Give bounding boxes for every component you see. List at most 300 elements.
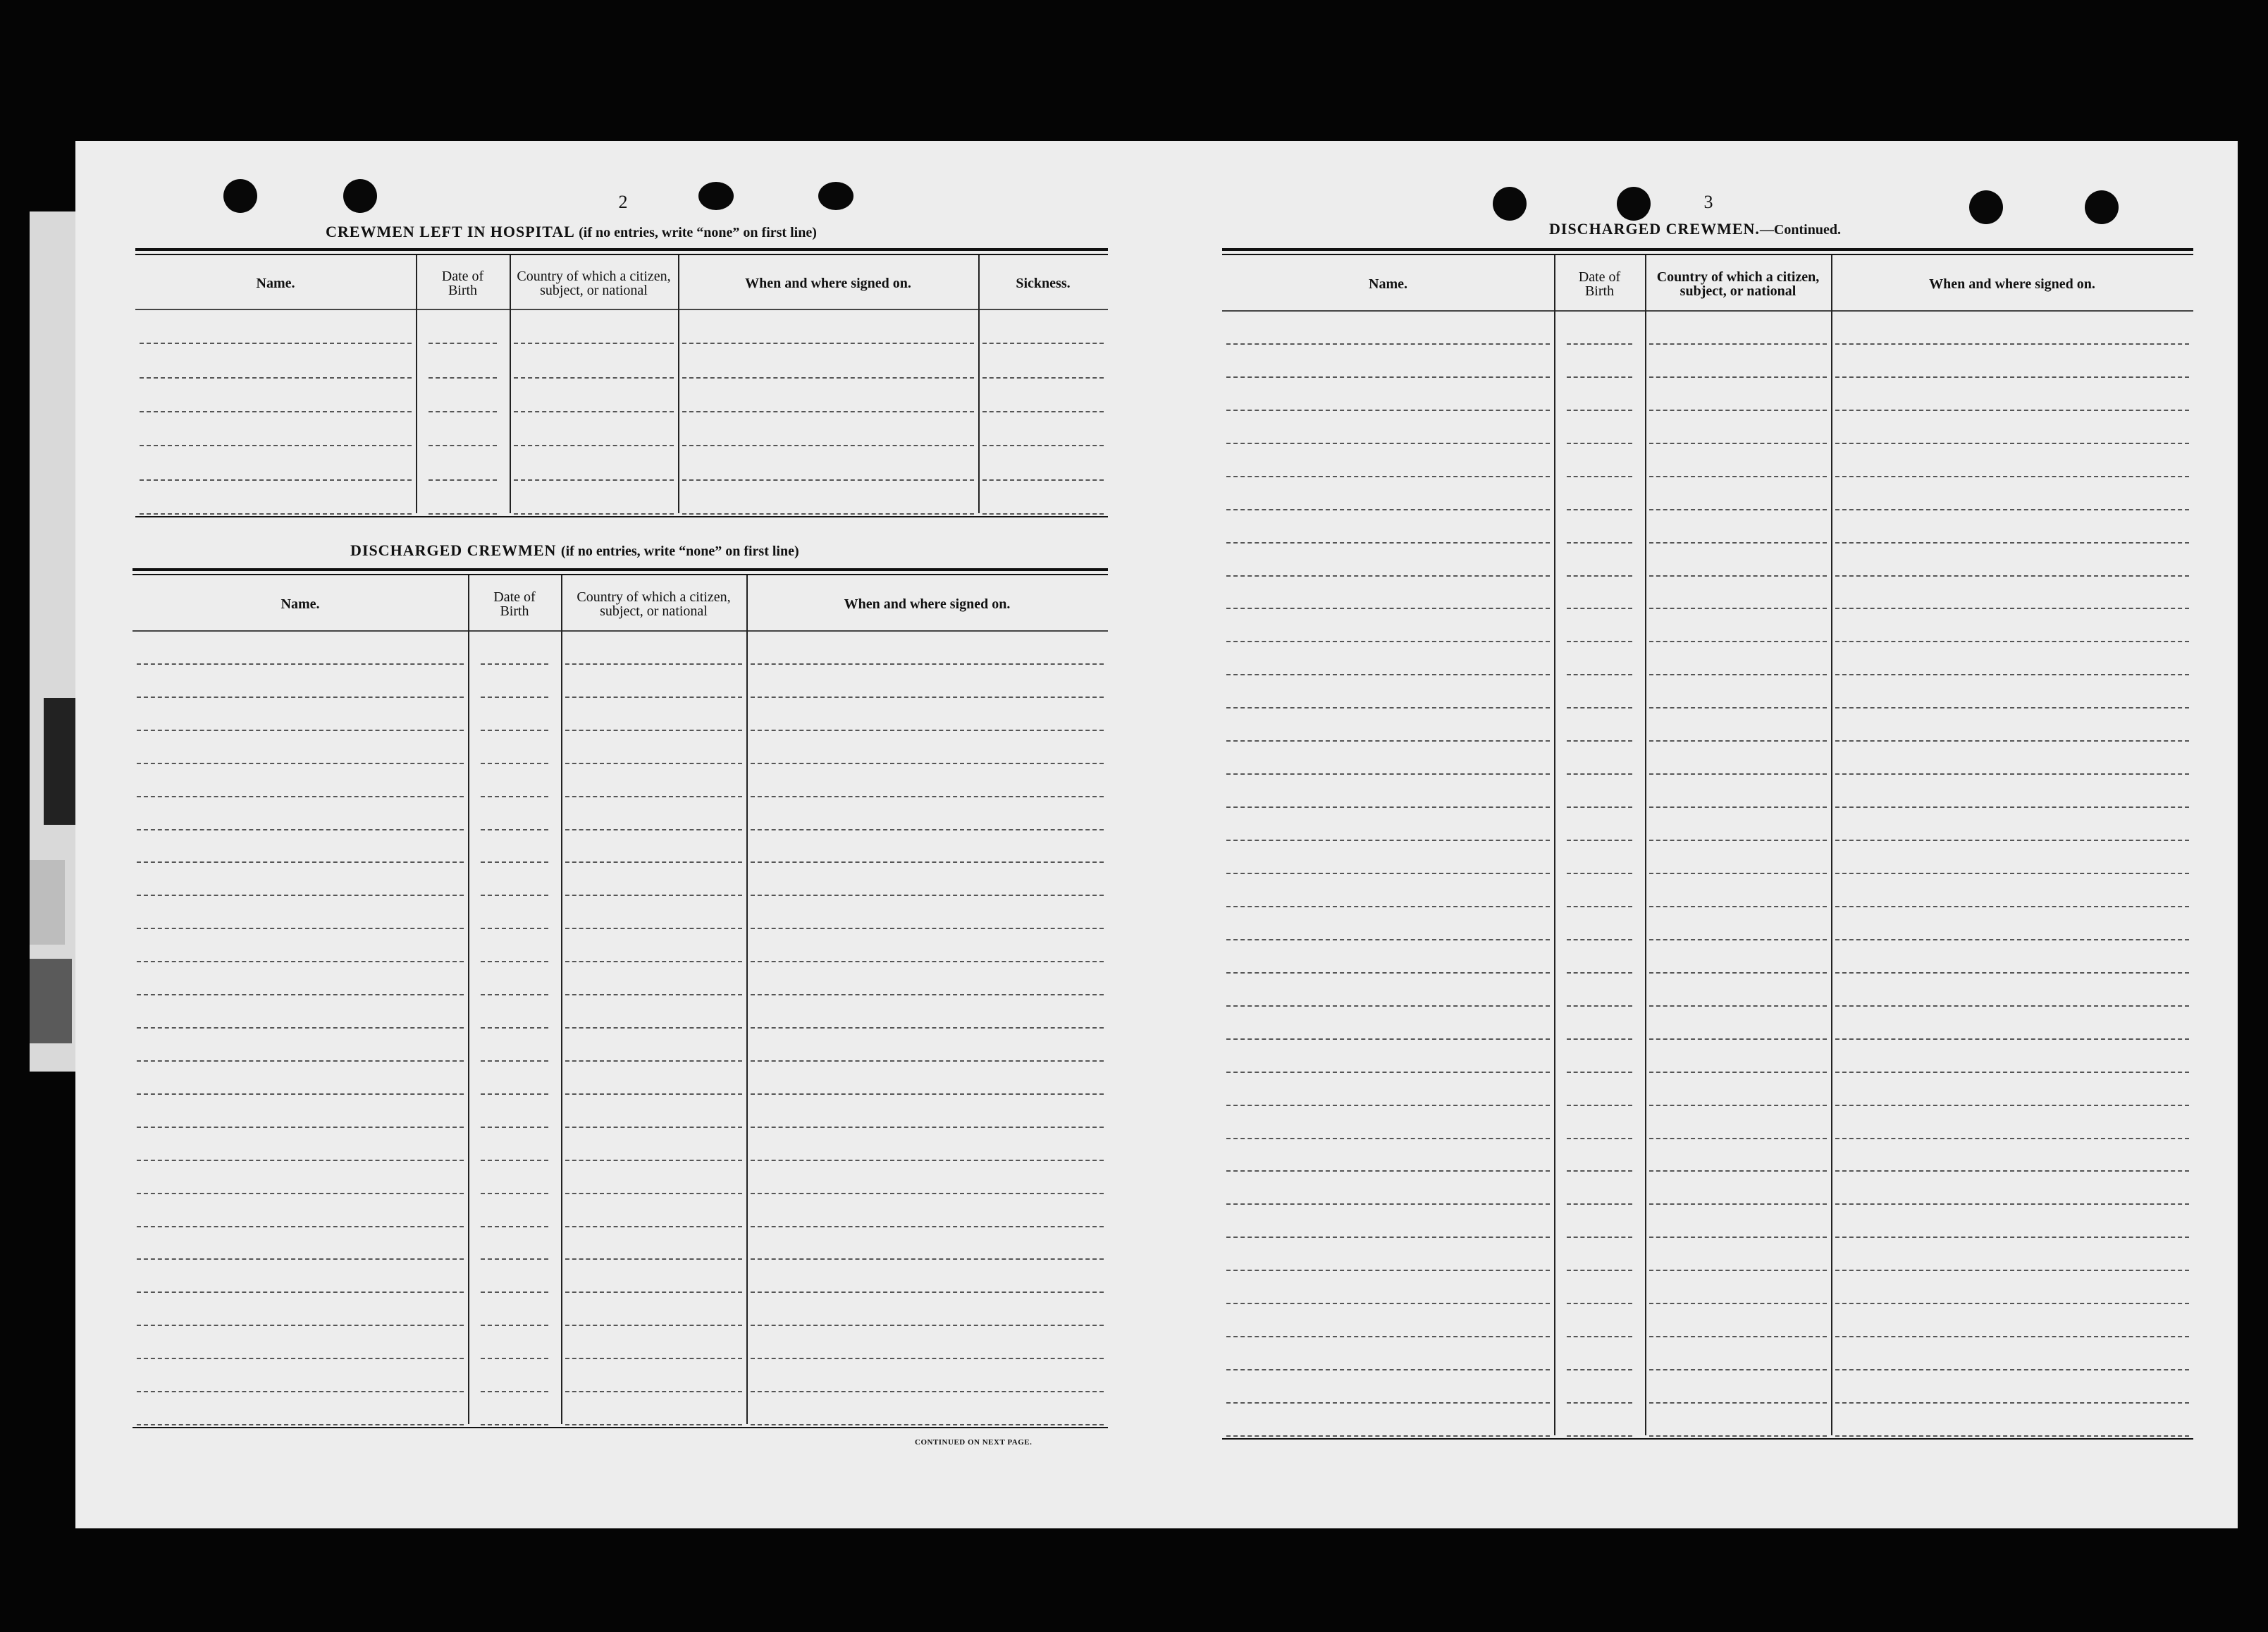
entry-line	[137, 1027, 464, 1029]
entry-line	[751, 994, 1104, 995]
entry-line	[1567, 509, 1632, 510]
entry-line	[1835, 1369, 2189, 1370]
entry-line	[1567, 840, 1632, 841]
entry-line	[137, 697, 464, 698]
entry-line	[1835, 1038, 2189, 1040]
column-header: Name.	[1369, 276, 1407, 292]
entry-line	[481, 1060, 548, 1062]
entry-line	[1226, 1369, 1550, 1370]
entry-line	[429, 377, 497, 379]
entry-line	[1649, 674, 1827, 675]
entry-line	[565, 697, 742, 698]
entry-line	[1835, 1336, 2189, 1337]
entry-line	[1649, 1138, 1827, 1139]
entry-line	[751, 1424, 1104, 1425]
punch-hole	[223, 179, 257, 213]
entry-line	[514, 479, 674, 481]
continued-section-title	[1549, 220, 1841, 238]
entry-line	[1226, 674, 1550, 675]
entry-line	[481, 961, 548, 962]
entry-line	[481, 994, 548, 995]
entry-line	[1835, 1435, 2189, 1437]
entry-line	[1567, 1203, 1632, 1205]
entry-line	[1649, 1402, 1827, 1404]
entry-line	[565, 928, 742, 929]
entry-line	[1226, 707, 1550, 708]
entry-line	[137, 1358, 464, 1359]
entry-line	[1226, 906, 1550, 907]
entry-line	[1649, 641, 1827, 642]
entry-line	[1567, 740, 1632, 742]
entry-line	[565, 1424, 742, 1425]
entry-line	[982, 343, 1104, 344]
entry-line	[481, 895, 548, 896]
discharged-title: DISCHARGED CREWMEN	[350, 541, 557, 559]
entry-line	[1226, 1038, 1550, 1040]
entry-line	[1567, 906, 1632, 907]
column-divider	[1831, 255, 1832, 1435]
column-header: Date of Birth	[1578, 269, 1621, 299]
column-divider	[1645, 255, 1646, 1435]
entry-line	[481, 1027, 548, 1029]
entry-line	[1649, 873, 1827, 874]
entry-line	[1835, 1303, 2189, 1304]
entry-line	[751, 1027, 1104, 1029]
entry-line	[429, 411, 497, 412]
entry-line	[1835, 1105, 2189, 1106]
entry-line	[137, 1292, 464, 1293]
entry-line	[565, 1127, 742, 1128]
entry-line	[1226, 1138, 1550, 1139]
punch-hole	[1493, 187, 1527, 221]
entry-line	[751, 1292, 1104, 1293]
entry-line	[481, 1358, 548, 1359]
entry-line	[1649, 1038, 1827, 1040]
entry-line	[751, 895, 1104, 896]
hospital-instruction: (if no entries, write “none” on first line)	[579, 225, 817, 240]
table-top-rule	[1222, 248, 2193, 251]
entry-line	[751, 763, 1104, 764]
entry-line	[1567, 1005, 1632, 1007]
entry-line	[1649, 1072, 1827, 1073]
entry-line	[1835, 806, 2189, 808]
punch-hole	[343, 179, 377, 213]
entry-line	[1649, 1369, 1827, 1370]
entry-line	[1226, 1435, 1550, 1437]
entry-line	[1226, 641, 1550, 642]
entry-line	[1226, 1072, 1550, 1073]
entry-line	[481, 1193, 548, 1194]
entry-line	[1835, 674, 2189, 675]
entry-line	[1567, 476, 1632, 477]
column-header: Date of Birth	[493, 589, 536, 619]
left-page-edge	[30, 211, 79, 1072]
column-divider	[468, 575, 469, 1424]
entry-line	[1226, 1402, 1550, 1404]
entry-line	[1226, 1170, 1550, 1172]
entry-line	[751, 1358, 1104, 1359]
entry-line	[481, 861, 548, 863]
column-header: When and where signed on.	[844, 596, 1011, 612]
entry-line	[982, 411, 1104, 412]
entry-line	[1649, 1270, 1827, 1271]
entry-line	[1226, 972, 1550, 974]
entry-line	[429, 513, 497, 515]
entry-line	[1226, 575, 1550, 577]
entry-line	[1226, 1237, 1550, 1238]
entry-line	[751, 1391, 1104, 1392]
entry-line	[1226, 509, 1550, 510]
discharged-section-title	[350, 541, 799, 560]
entry-line	[137, 1424, 464, 1425]
column-header: When and where signed on.	[1929, 276, 2095, 292]
entry-line	[565, 1160, 742, 1161]
entry-line	[1835, 476, 2189, 477]
entry-line	[1649, 1237, 1827, 1238]
table-top-rule	[132, 568, 1108, 571]
entry-line	[565, 1027, 742, 1029]
entry-line	[751, 961, 1104, 962]
entry-line	[565, 663, 742, 665]
entry-line	[751, 1127, 1104, 1128]
entry-line	[1835, 1402, 2189, 1404]
entry-line	[140, 343, 412, 344]
entry-line	[1226, 542, 1550, 544]
hospital-title: CREWMEN LEFT IN HOSPITAL	[326, 223, 574, 240]
entry-line	[1567, 939, 1632, 940]
entry-line	[1835, 1270, 2189, 1271]
entry-line	[1226, 1303, 1550, 1304]
entry-line	[1835, 1072, 2189, 1073]
entry-line	[1835, 608, 2189, 609]
entry-line	[1835, 1005, 2189, 1007]
table-top-rule	[1222, 254, 2193, 255]
entry-line	[137, 1193, 464, 1194]
entry-line	[1567, 575, 1632, 577]
entry-line	[751, 861, 1104, 863]
entry-line	[565, 763, 742, 764]
entry-line	[1835, 376, 2189, 378]
entry-line	[1649, 1303, 1827, 1304]
entry-line	[481, 1424, 548, 1425]
punch-hole	[818, 182, 853, 210]
entry-line	[1567, 707, 1632, 708]
entry-line	[751, 928, 1104, 929]
entry-line	[751, 1325, 1104, 1326]
entry-line	[1226, 443, 1550, 444]
entry-line	[429, 445, 497, 446]
entry-line	[514, 411, 674, 412]
entry-line	[481, 1226, 548, 1227]
discharged-instruction: (if no entries, write “none” on first line)	[560, 544, 799, 559]
entry-line	[1835, 509, 2189, 510]
entry-line	[1567, 806, 1632, 808]
entry-line	[1835, 1170, 2189, 1172]
entry-line	[481, 1325, 548, 1326]
entry-line	[1226, 773, 1550, 775]
entry-line	[481, 763, 548, 764]
entry-line	[481, 663, 548, 665]
table-top-rule	[132, 574, 1108, 575]
entry-line	[1226, 873, 1550, 874]
hospital-section-title	[326, 223, 817, 241]
entry-line	[1567, 410, 1632, 411]
entry-line	[1226, 476, 1550, 477]
entry-line	[1567, 1336, 1632, 1337]
entry-line	[481, 730, 548, 731]
entry-line	[1835, 1237, 2189, 1238]
entry-line	[682, 445, 974, 446]
entry-line	[1649, 376, 1827, 378]
continued-note: CONTINUED ON NEXT PAGE.	[915, 1438, 1033, 1447]
entry-line	[137, 1093, 464, 1095]
entry-line	[137, 1060, 464, 1062]
entry-line	[1835, 773, 2189, 775]
entry-line	[140, 411, 412, 412]
entry-line	[751, 1193, 1104, 1194]
entry-line	[1649, 773, 1827, 775]
entry-line	[1567, 641, 1632, 642]
entry-line	[1567, 1402, 1632, 1404]
entry-line	[1649, 906, 1827, 907]
entry-line	[1835, 707, 2189, 708]
entry-line	[1649, 476, 1827, 477]
entry-line	[481, 1258, 548, 1260]
entry-line	[1835, 343, 2189, 345]
entry-line	[481, 829, 548, 830]
entry-line	[514, 377, 674, 379]
entry-line	[1567, 1270, 1632, 1271]
column-header: Sickness.	[1016, 276, 1071, 291]
entry-line	[137, 730, 464, 731]
entry-line	[1649, 575, 1827, 577]
entry-line	[982, 479, 1104, 481]
header-divider	[135, 309, 1108, 310]
entry-line	[982, 513, 1104, 515]
entry-line	[751, 663, 1104, 665]
column-header: Date of Birth	[441, 269, 484, 298]
entry-line	[1649, 1203, 1827, 1205]
entry-line	[751, 697, 1104, 698]
entry-line	[1835, 740, 2189, 742]
entry-line	[481, 928, 548, 929]
entry-line	[565, 961, 742, 962]
entry-line	[1226, 1005, 1550, 1007]
entry-line	[1226, 740, 1550, 742]
entry-line	[481, 1127, 548, 1128]
punch-hole	[698, 182, 734, 210]
punch-hole	[1969, 190, 2003, 224]
entry-line	[982, 377, 1104, 379]
page-number: 2	[618, 192, 628, 212]
entry-line	[514, 513, 674, 515]
entry-line	[1649, 509, 1827, 510]
entry-line	[514, 445, 674, 446]
punch-hole	[2085, 190, 2119, 224]
entry-line	[1649, 608, 1827, 609]
entry-line	[1567, 1105, 1632, 1106]
entry-line	[565, 730, 742, 731]
entry-line	[140, 513, 412, 515]
entry-line	[1567, 1170, 1632, 1172]
entry-line	[1567, 1138, 1632, 1139]
entry-line	[137, 961, 464, 962]
entry-line	[1835, 873, 2189, 874]
entry-line	[1226, 939, 1550, 940]
entry-line	[1226, 376, 1550, 378]
entry-line	[481, 1391, 548, 1392]
entry-line	[1835, 575, 2189, 577]
entry-line	[1567, 1237, 1632, 1238]
entry-line	[1649, 740, 1827, 742]
entry-line	[137, 1325, 464, 1326]
entry-line	[137, 928, 464, 929]
entry-line	[565, 796, 742, 797]
entry-line	[565, 1325, 742, 1326]
entry-line	[1649, 542, 1827, 544]
entry-line	[140, 445, 412, 446]
entry-line	[137, 1160, 464, 1161]
entry-line	[481, 1093, 548, 1095]
entry-line	[565, 1093, 742, 1095]
entry-line	[1567, 873, 1632, 874]
entry-line	[565, 1226, 742, 1227]
entry-line	[137, 1258, 464, 1260]
entry-line	[481, 1160, 548, 1161]
entry-line	[1567, 608, 1632, 609]
header-divider	[132, 630, 1108, 632]
entry-line	[137, 663, 464, 665]
edge-shadow	[30, 959, 72, 1043]
entry-line	[481, 796, 548, 797]
entry-line	[1835, 1138, 2189, 1139]
entry-line	[1649, 443, 1827, 444]
entry-line	[682, 513, 974, 515]
entry-line	[140, 377, 412, 379]
entry-line	[565, 1292, 742, 1293]
table-bottom-rule	[135, 516, 1108, 517]
entry-line	[751, 1258, 1104, 1260]
entry-line	[1226, 1105, 1550, 1106]
entry-line	[1567, 1369, 1632, 1370]
entry-line	[1649, 707, 1827, 708]
entry-line	[137, 1127, 464, 1128]
entry-line	[1567, 542, 1632, 544]
column-divider	[1554, 255, 1555, 1435]
table-bottom-rule	[132, 1427, 1108, 1428]
entry-line	[751, 829, 1104, 830]
entry-line	[1649, 1170, 1827, 1172]
entry-line	[140, 479, 412, 481]
column-header: Name.	[281, 596, 320, 612]
entry-line	[429, 479, 497, 481]
header-divider	[1222, 310, 2193, 312]
entry-line	[565, 1391, 742, 1392]
column-header: Country of which a citizen, subject, or national	[1656, 269, 1820, 299]
entry-line	[1567, 1038, 1632, 1040]
edge-shadow	[44, 698, 79, 825]
entry-line	[565, 829, 742, 830]
entry-line	[1835, 1203, 2189, 1205]
entry-line	[137, 994, 464, 995]
entry-line	[429, 343, 497, 344]
entry-line	[1649, 343, 1827, 345]
entry-line	[1649, 1005, 1827, 1007]
continued-title: DISCHARGED CREWMEN.	[1549, 220, 1760, 238]
entry-line	[1226, 410, 1550, 411]
entry-line	[1567, 674, 1632, 675]
column-divider	[561, 575, 562, 1424]
entry-line	[1835, 972, 2189, 974]
page-number: 3	[1703, 192, 1713, 212]
entry-line	[751, 1060, 1104, 1062]
entry-line	[1567, 376, 1632, 378]
entry-line	[1649, 939, 1827, 940]
entry-line	[1649, 972, 1827, 974]
entry-line	[1226, 1203, 1550, 1205]
entry-line	[1649, 1336, 1827, 1337]
entry-line	[751, 1160, 1104, 1161]
entry-line	[751, 730, 1104, 731]
entry-line	[1567, 773, 1632, 775]
entry-line	[682, 343, 974, 344]
entry-line	[1567, 1303, 1632, 1304]
entry-line	[1835, 641, 2189, 642]
column-header: Name.	[256, 276, 295, 291]
entry-line	[682, 411, 974, 412]
entry-line	[137, 829, 464, 830]
entry-line	[1226, 608, 1550, 609]
entry-line	[565, 1258, 742, 1260]
entry-line	[1226, 840, 1550, 841]
table-top-rule	[135, 254, 1108, 255]
entry-line	[1835, 906, 2189, 907]
entry-line	[1567, 343, 1632, 345]
column-header: Country of which a citizen, subject, or national	[517, 269, 671, 298]
entry-line	[1649, 840, 1827, 841]
entry-line	[137, 796, 464, 797]
entry-line	[514, 343, 674, 344]
column-header: When and where signed on.	[745, 276, 911, 291]
entry-line	[682, 377, 974, 379]
entry-line	[1649, 806, 1827, 808]
entry-line	[137, 763, 464, 764]
entry-line	[1226, 806, 1550, 808]
punch-hole	[1617, 187, 1651, 221]
entry-line	[565, 861, 742, 863]
entry-line	[1226, 343, 1550, 345]
entry-line	[137, 1226, 464, 1227]
entry-line	[565, 994, 742, 995]
edge-shadow	[30, 860, 65, 945]
entry-line	[1567, 443, 1632, 444]
column-header: Country of which a citizen, subject, or national	[577, 589, 731, 619]
column-divider	[746, 575, 748, 1424]
entry-line	[682, 479, 974, 481]
entry-line	[751, 1093, 1104, 1095]
continued-suffix: —Continued.	[1759, 222, 1841, 238]
entry-line	[1649, 1435, 1827, 1437]
entry-line	[1835, 443, 2189, 444]
entry-line	[565, 895, 742, 896]
entry-line	[137, 861, 464, 863]
entry-line	[565, 1358, 742, 1359]
entry-line	[565, 1060, 742, 1062]
entry-line	[481, 697, 548, 698]
entry-line	[1567, 1072, 1632, 1073]
entry-line	[1567, 1435, 1632, 1437]
entry-line	[1567, 972, 1632, 974]
